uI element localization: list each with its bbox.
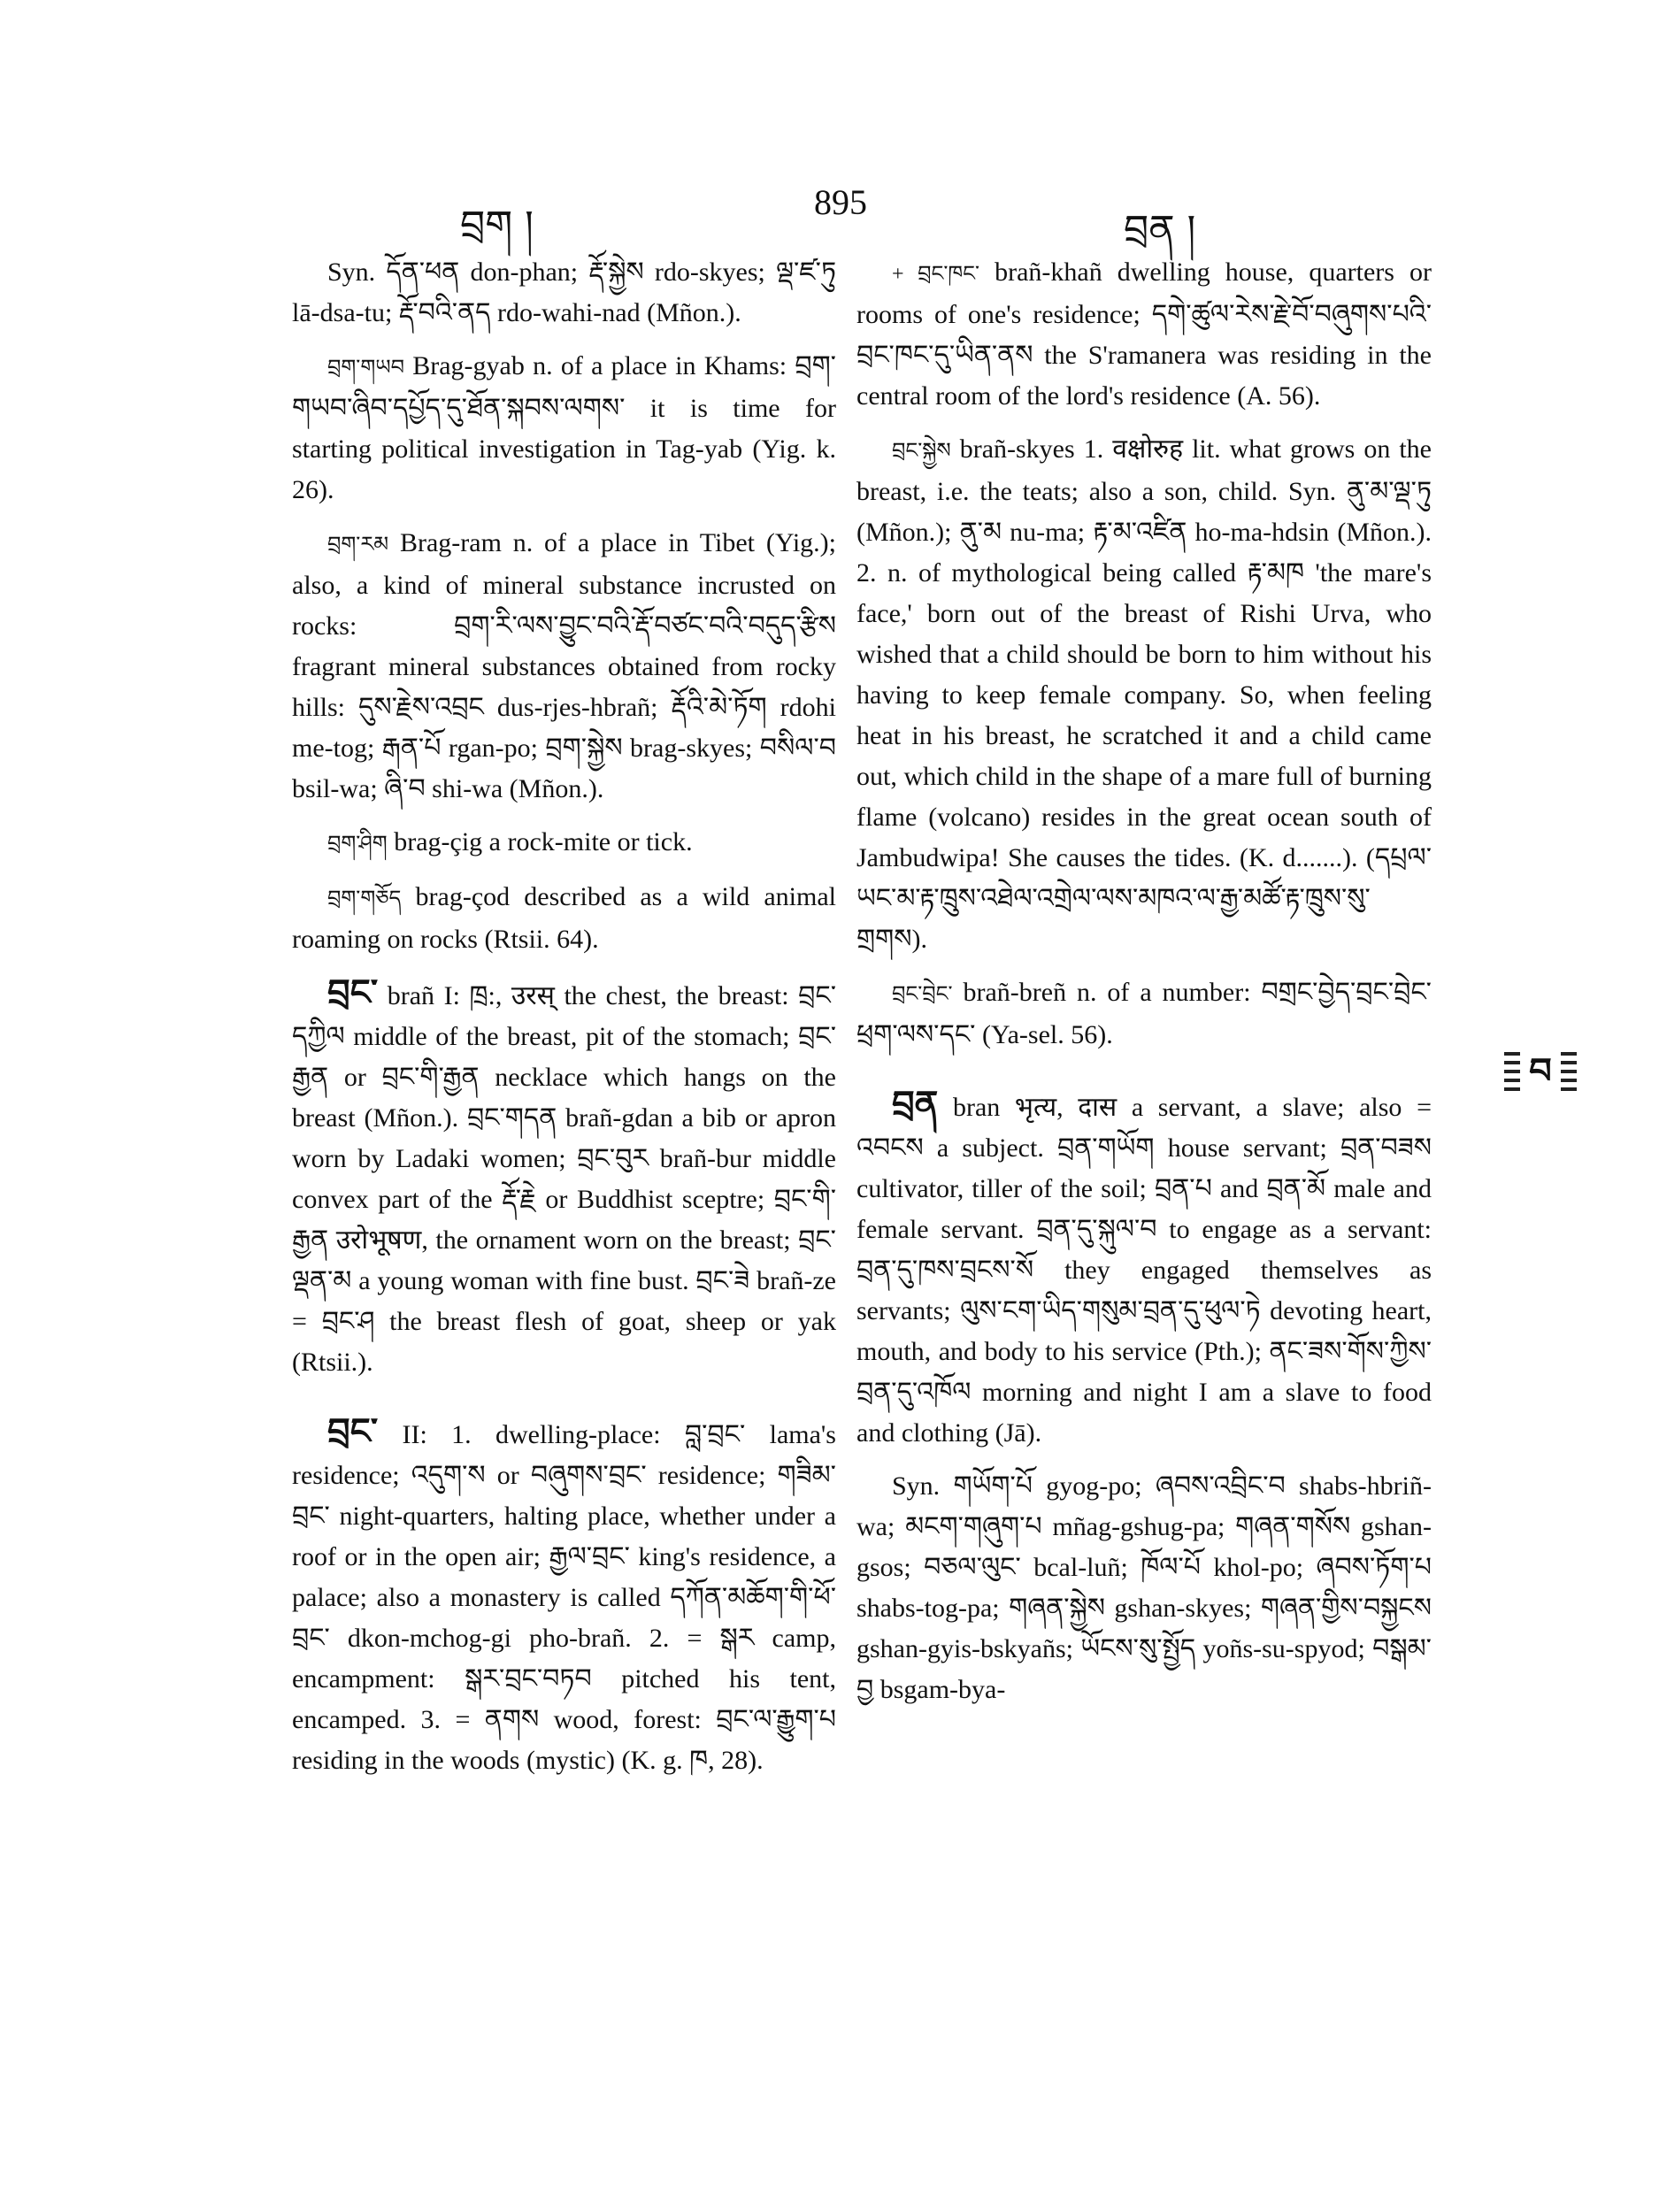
headword: བྲག་གཅོད: [327, 887, 402, 910]
right-guide-word: བྲན །: [1124, 207, 1196, 252]
dictionary-entry: [856, 1466, 1432, 1710]
headword: + བྲང་ཁང་: [892, 263, 980, 286]
left-column: [292, 252, 836, 1793]
dictionary-entry: [292, 252, 836, 334]
page-number: 895: [814, 182, 867, 222]
dictionary-entry: [856, 252, 1432, 417]
dictionary-entry: [856, 972, 1432, 1056]
entry-text: brañ-skyes 1. वक्षोरुह lit. what grows on the breast, i.e. the teats; also a son, child. Syn. ནུ་མ་ལྡ་ཏུ (Mñon.); ནུ་མ nu-ma; རྟ་མ་འཛིན ho-ma-hdsin (Mñon.). 2. n. of mythological being called རྟ་མཁ 'the mare's face,' born out of the breast of Rishi Urva, who wished that a child should be born to him without his having to keep female company. So, when feeling heat in his breast, he scratched it and a child came out, which child in the shape of a mare full of burning flame (volcano) resides in the great ocean south of Jambudwipa! She causes the tides. (K. d.......). (དཔྲལ་ཡང་མ་རྟ་ཁྲུས་འཐེལ་འགྲེལ་ལས་མཁའ་ལ་རྒྱ་མཚོ་རྟ་ཁྲུས་སུ་གྲགས).: [856, 434, 1432, 954]
headword: བྲང་བྲེང་: [892, 983, 953, 1006]
headword: བྲག་རམ: [327, 534, 389, 557]
entry-text: brañ I: ཁྲ:, उरस् the chest, the breast: བྲང་དཀྱིལ middle of the breast, pit of the stomach; བྲང་རྒྱན or བྲང་གི་རྒྱན necklace which hangs on the breast (Mñon.). བྲང་གདན brañ-gdan a bib or apron worn by Ladaki women; བྲང་བུར brañ-bur middle convex part of the རྡོ་རྗེ or Buddhist sceptre; བྲང་གི་རྒྱན उरोभूषण, the ornament worn on the breast; བྲང་ལྡན་མ a young woman with fine bust. བྲང་ཟེ brañ-ze = བྲང་ཤ the breast flesh of goat, sheep or yak (Rtsii.).: [292, 981, 836, 1377]
entry-text: Brag-gyab n. of a place in Khams: བྲག་གཡབ་ཞིབ་དཔྱོད་དུ་ཐོན་སྐབས་ལགས་ it is time for starting political investigation in Tag-yab (Yig. k. 26).: [292, 351, 836, 504]
entry-text: brag-çod described as a wild animal roaming on rocks (Rtsii. 64).: [292, 882, 836, 954]
headword-main: བྲང་: [327, 1411, 379, 1451]
left-guide-word: བྲག །: [460, 203, 534, 248]
dictionary-entry: [856, 429, 1432, 960]
dictionary-entry-main: [856, 1084, 1432, 1454]
entry-text: II: 1. dwelling-place: བླ་བྲང་ lama's residence; འདུག་ས or བཞུགས་བྲང་ residence; གཟིམ་བྲང་ night-quarters, halting place, whether under a roof or in the open air; རྒྱལ་བྲང་ king's residence, a palace; also a monastery is called དཀོན་མཆོག་གི་ཕོ་བྲང་ dkon-mchog-gi pho-brañ. 2. = སྒར camp, encampment: སྒར་བྲང་བཏབ pitched his tent, encamped. 3. = ནགས wood, forest: བྲང་ལ་རྒྱུག་པ residing in the woods (mystic) (K. g. ཁ, 28).: [292, 1420, 836, 1775]
entry-text: brag-çig a rock-mite or tick.: [387, 827, 693, 856]
headword: བྲག་གཡབ: [327, 357, 404, 380]
thumb-index-tab: [1504, 1048, 1577, 1094]
entry-text: bran भृत्य, दास a servant, a slave; also = འབངས a subject. བྲན་གཡོག house servant; བྲན་བཟས cultivator, tiller of the soil; བྲན་པ and བྲན་མོ male and female servant. བྲན་དུ་སྐུལ་བ to engage as a servant: བྲན་དུ་ཁས་བྲངས་སོ they engaged themselves as servants; ལུས་ངག་ཡིད་གསུམ་བྲན་དུ་ཕུལ་ཏེ devoting heart, mouth, and body to his service (Pth.); ནང་ཟས་གོས་ཀྱིས་བྲན་དུ་འཁོལ morning and night I am a slave to food and clothing (Jā).: [856, 1093, 1432, 1448]
entry-text: brañ-breñ n. of a number: བགྲང་བྱེད་བྲང་བྲེང་ཕྲག་ལས་དང་ (Ya-sel. 56).: [856, 978, 1432, 1049]
dictionary-entry: [292, 822, 836, 864]
entry-text: Syn. དོན་ཕན don-phan; རྡོ་སྐྱེས rdo-skyes; ལྡ་ཛ་ཏུ lā-dsa-tu; རྡོ་བའི་ནད rdo-wahi-nad (Mñon.).: [292, 257, 836, 327]
dictionary-entry-main: [292, 972, 836, 1383]
entry-text: Syn. གཡོག་པོ gyog-po; ཞབས་འབྲིང་བ shabs-hbriñ-wa; མངག་གཞུག་པ mñag-gshug-pa; གཞན་གསོས gshan-gsos; བཅལ་ལུང་ bcal-luñ; ཁོལ་པོ khol-po; ཞབས་ཏོག་པ shabs-tog-pa; གཞན་སྐྱེས gshan-skyes; གཞན་གྱིས་བསྐྱངས gshan-gyis-bskyañs; ཡོངས་སུ་སྤྱོད yoñs-su-spyod; བསྒམ་བྱ bsgam-bya-: [856, 1471, 1432, 1704]
entry-text: brañ-khañ dwelling house, quarters or rooms of one's residence; དགེ་ཚུལ་རེས་རྗེ་བོ་བཞུགས་པའི་བྲང་ཁང་དུ་ཡིན་ནས the S'ramanera was residing in the central room of the lord's residence (A. 56).: [856, 257, 1432, 411]
entry-text: Brag-ram n. of a place in Tibet (Yig.); also, a kind of mineral substance incrusted on rocks: བྲག་རི་ལས་བྱུང་བའི་རྡོ་བཙང་བའི་བདུད་རྩིས fragrant mineral substances obtained from rocky hills: དུས་རྗེས་འབྲང dus-rjes-hbrañ; རྡོའི་མེ་ཏོག rdohi me-tog; རྒན་པོ rgan-po; བྲག་སྐྱེས brag-skyes; བསིལ་བ bsil-wa; ཞི་བ shi-wa (Mñon.).: [292, 528, 836, 803]
dictionary-entry: [292, 877, 836, 960]
dictionary-entry: [292, 346, 836, 511]
dictionary-entry: [292, 523, 836, 810]
right-column: [856, 252, 1432, 1723]
headword-main: བྲང་: [327, 972, 379, 1012]
page-header: [0, 181, 1659, 252]
dictionary-entry-main: [292, 1411, 836, 1781]
headword-main: བྲན: [892, 1084, 939, 1124]
headword: བྲག་ཤིག: [327, 833, 388, 856]
thumb-index-letter: བ: [1520, 1050, 1561, 1093]
headword: བྲང་སྐྱེས: [892, 440, 951, 463]
